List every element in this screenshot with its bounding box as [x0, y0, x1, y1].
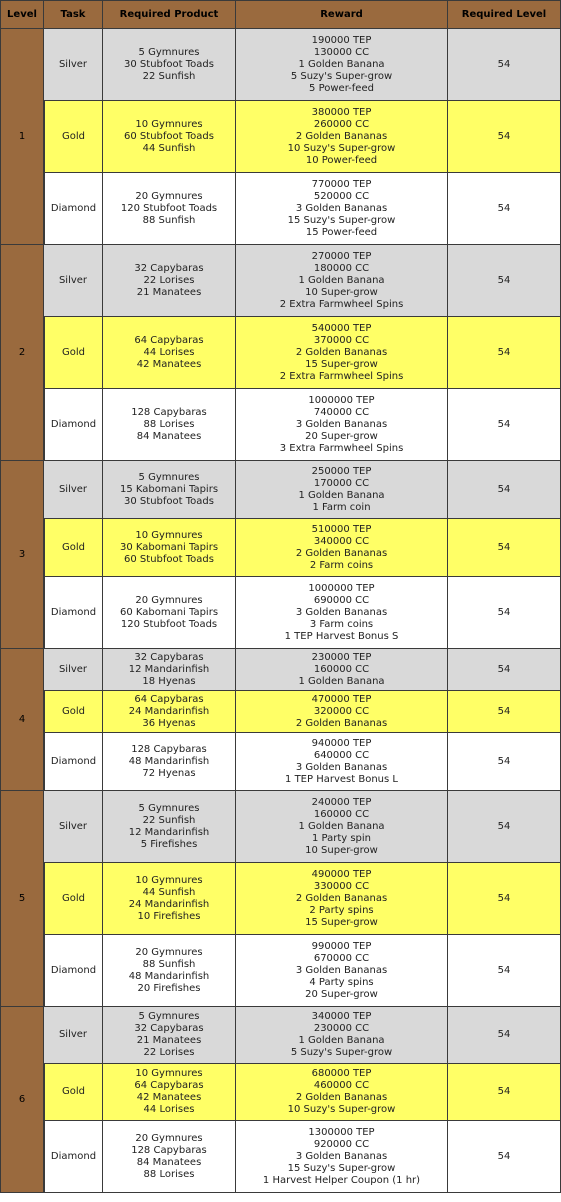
table-row	[0, 1121, 561, 1193]
header-required-level: Required Level	[448, 0, 561, 29]
level-cell: 4	[0, 649, 44, 791]
level-cell: 3	[0, 461, 44, 649]
reward-item: 2 Golden Bananas	[295, 130, 388, 142]
table-row	[0, 935, 561, 1007]
reward-item: 5 Power-feed	[309, 82, 374, 94]
reward-item: 5 Suzy's Super-grow	[290, 70, 393, 82]
product-item: 20 Firefishes	[137, 982, 201, 994]
reward-item: 5 Suzy's Super-grow	[290, 1047, 393, 1058]
required-product-cell	[103, 1121, 236, 1193]
reward-item: 180000 CC	[313, 262, 370, 274]
product-item: 18 Hyenas	[142, 675, 196, 687]
product-item: 22 Lorises	[143, 274, 195, 286]
reward-item: 170000 CC	[313, 477, 370, 489]
header-reward: Reward	[236, 0, 448, 29]
required-product-cell	[103, 691, 236, 733]
product-item: 88 Lorises	[143, 418, 195, 430]
reward-item: 10 Suzy's Super-grow	[287, 1104, 396, 1115]
required-level-cell: 54	[448, 1121, 561, 1193]
task-cell: Gold	[44, 1064, 103, 1121]
reward-item: 1 TEP Harvest Bonus L	[285, 773, 398, 785]
required-level-cell: 54	[448, 173, 561, 245]
product-item: 30 Stubfoot Toads	[124, 495, 214, 507]
reward-item: 2 Extra Farmwheel Spins	[279, 370, 404, 382]
reward-item: 20 Super-grow	[305, 430, 378, 442]
table-row	[0, 519, 561, 577]
table-row	[0, 1007, 561, 1064]
level-cell: 6	[0, 1007, 44, 1193]
task-cell: Silver	[44, 649, 103, 691]
product-item: 36 Hyenas	[142, 717, 196, 729]
reward-item: 160000 CC	[313, 663, 370, 675]
level-cell: 5	[0, 791, 44, 1007]
reward-item: 2 Golden Bananas	[295, 892, 388, 904]
required-level-cell: 54	[448, 791, 561, 863]
reward-cell	[236, 461, 448, 519]
product-item: 21 Manatees	[136, 286, 202, 298]
reward-item: 1000000 TEP	[308, 582, 375, 594]
product-item: 5 Firefishes	[140, 838, 198, 850]
reward-item: 380000 TEP	[311, 106, 372, 118]
table-row	[0, 863, 561, 935]
task-cell: Diamond	[44, 733, 103, 791]
required-product-cell	[103, 245, 236, 317]
product-item: 22 Sunfish	[142, 70, 196, 82]
product-item: 15 Kabomani Tapirs	[119, 483, 219, 495]
table-row	[0, 691, 561, 733]
product-item: 22 Sunfish	[142, 814, 196, 826]
reward-item: 3 Extra Farmwheel Spins	[279, 442, 404, 454]
required-product-cell	[103, 935, 236, 1007]
reward-item: 340000 CC	[313, 535, 370, 547]
product-item: 5 Gymnures	[138, 471, 200, 483]
level-cell: 2	[0, 245, 44, 461]
reward-item: 15 Suzy's Super-grow	[287, 1162, 396, 1174]
reward-item: 130000 CC	[313, 46, 370, 58]
header-level: Level	[0, 0, 44, 29]
reward-cell	[236, 317, 448, 389]
product-item: 24 Mandarinfish	[128, 705, 210, 717]
product-item: 21 Manatees	[136, 1035, 202, 1046]
reward-item: 1 Golden Banana	[298, 675, 385, 687]
reward-item: 470000 TEP	[311, 693, 372, 705]
reward-item: 240000 TEP	[311, 796, 372, 808]
reward-item: 260000 CC	[313, 118, 370, 130]
reward-cell	[236, 733, 448, 791]
table-row	[0, 29, 561, 101]
table-row	[0, 173, 561, 245]
product-item: 30 Kabomani Tapirs	[119, 541, 219, 553]
task-cell: Gold	[44, 691, 103, 733]
reward-item: 3 Golden Bananas	[295, 418, 388, 430]
reward-cell	[236, 935, 448, 1007]
reward-cell	[236, 101, 448, 173]
reward-cell	[236, 519, 448, 577]
product-item: 128 Capybaras	[131, 743, 207, 755]
reward-item: 2 Golden Bananas	[295, 717, 388, 729]
reward-item: 270000 TEP	[311, 250, 372, 262]
product-item: 88 Sunfish	[142, 214, 196, 226]
product-item: 120 Stubfoot Toads	[120, 202, 218, 214]
reward-cell	[236, 649, 448, 691]
product-item: 12 Mandarinfish	[128, 663, 210, 675]
reward-cell	[236, 245, 448, 317]
reward-item: 20 Super-grow	[305, 988, 378, 1000]
reward-item: 15 Suzy's Super-grow	[287, 214, 396, 226]
header-required-product: Required Product	[103, 0, 236, 29]
reward-item: 330000 CC	[313, 880, 370, 892]
reward-item: 520000 CC	[313, 190, 370, 202]
reward-cell	[236, 791, 448, 863]
table-row	[0, 245, 561, 317]
task-cell: Silver	[44, 791, 103, 863]
reward-item: 3 Golden Bananas	[295, 761, 388, 773]
reward-item: 2 Golden Bananas	[295, 1092, 388, 1103]
product-item: 24 Mandarinfish	[128, 898, 210, 910]
product-item: 88 Lorises	[143, 1168, 195, 1180]
reward-item: 3 Golden Bananas	[295, 202, 388, 214]
product-item: 20 Gymnures	[135, 190, 203, 202]
required-level-cell: 54	[448, 863, 561, 935]
product-item: 128 Capybaras	[131, 1144, 207, 1156]
product-item: 64 Capybaras	[134, 693, 204, 705]
product-item: 32 Capybaras	[134, 1023, 204, 1034]
reward-item: 1000000 TEP	[308, 394, 375, 406]
required-level-cell: 54	[448, 733, 561, 791]
reward-item: 2 Golden Bananas	[295, 346, 388, 358]
reward-item: 940000 TEP	[311, 737, 372, 749]
product-item: 60 Kabomani Tapirs	[119, 606, 219, 618]
required-level-cell: 54	[448, 577, 561, 649]
header-row	[0, 0, 561, 29]
reward-cell	[236, 29, 448, 101]
task-cell: Diamond	[44, 935, 103, 1007]
reward-cell	[236, 389, 448, 461]
table-row	[0, 317, 561, 389]
reward-cell	[236, 1064, 448, 1121]
required-level-cell: 54	[448, 1064, 561, 1121]
reward-item: 460000 CC	[313, 1080, 370, 1091]
product-item: 10 Gymnures	[135, 118, 203, 130]
required-level-cell: 54	[448, 649, 561, 691]
task-cell: Gold	[44, 317, 103, 389]
header-task: Task	[44, 0, 103, 29]
task-cell: Silver	[44, 29, 103, 101]
product-item: 42 Manatees	[136, 1092, 202, 1103]
reward-item: 4 Party spins	[309, 976, 374, 988]
product-item: 10 Gymnures	[135, 529, 203, 541]
reward-item: 510000 TEP	[311, 523, 372, 535]
reward-item: 3 Farm coins	[309, 618, 374, 630]
reward-item: 1 Golden Banana	[298, 820, 385, 832]
reward-cell	[236, 173, 448, 245]
reward-cell	[236, 863, 448, 935]
product-item: 32 Capybaras	[134, 262, 204, 274]
product-item: 42 Manatees	[136, 358, 202, 370]
reward-item: 2 Extra Farmwheel Spins	[279, 298, 404, 310]
product-item: 32 Capybaras	[134, 651, 204, 663]
required-level-cell: 54	[448, 691, 561, 733]
required-product-cell	[103, 317, 236, 389]
reward-item: 920000 CC	[313, 1138, 370, 1150]
product-item: 44 Lorises	[143, 346, 195, 358]
task-cell: Silver	[44, 1007, 103, 1064]
product-item: 30 Stubfoot Toads	[124, 58, 214, 70]
product-item: 20 Gymnures	[135, 946, 203, 958]
required-product-cell	[103, 101, 236, 173]
product-item: 20 Gymnures	[135, 1132, 203, 1144]
required-product-cell	[103, 461, 236, 519]
reward-item: 1 Farm coin	[312, 501, 371, 513]
task-cell: Gold	[44, 519, 103, 577]
reward-item: 2 Golden Bananas	[295, 547, 388, 559]
reward-item: 1 Harvest Helper Coupon (1 hr)	[262, 1174, 421, 1186]
required-level-cell: 54	[448, 101, 561, 173]
reward-item: 770000 TEP	[311, 178, 372, 190]
required-level-cell: 54	[448, 245, 561, 317]
level-cell: 1	[0, 29, 44, 245]
reward-item: 190000 TEP	[311, 34, 372, 46]
reward-item: 680000 TEP	[311, 1068, 372, 1079]
task-cell: Gold	[44, 101, 103, 173]
reward-item: 230000 TEP	[311, 651, 372, 663]
product-item: 48 Mandarinfish	[128, 755, 210, 767]
reward-item: 160000 CC	[313, 808, 370, 820]
product-item: 22 Lorises	[143, 1047, 195, 1058]
reward-item: 1300000 TEP	[308, 1126, 375, 1138]
reward-item: 1 Party spin	[311, 832, 372, 844]
reward-cell	[236, 691, 448, 733]
reward-item: 10 Power-feed	[305, 154, 378, 166]
required-product-cell	[103, 791, 236, 863]
required-product-cell	[103, 1064, 236, 1121]
product-item: 10 Firefishes	[137, 910, 201, 922]
product-item: 44 Lorises	[143, 1104, 195, 1115]
reward-item: 320000 CC	[313, 705, 370, 717]
required-level-cell: 54	[448, 461, 561, 519]
reward-item: 10 Suzy's Super-grow	[287, 142, 396, 154]
product-item: 60 Stubfoot Toads	[124, 553, 214, 565]
task-cell: Diamond	[44, 577, 103, 649]
table-row	[0, 389, 561, 461]
table-body	[0, 29, 561, 1193]
table-row	[0, 461, 561, 519]
product-item: 5 Gymnures	[138, 802, 200, 814]
product-item: 44 Sunfish	[142, 142, 196, 154]
reward-item: 670000 CC	[313, 952, 370, 964]
product-item: 84 Manatees	[136, 430, 202, 442]
required-level-cell: 54	[448, 935, 561, 1007]
table-row	[0, 577, 561, 649]
product-item: 64 Capybaras	[134, 334, 204, 346]
task-cell: Diamond	[44, 389, 103, 461]
required-product-cell	[103, 863, 236, 935]
reward-item: 990000 TEP	[311, 940, 372, 952]
table-row	[0, 733, 561, 791]
required-product-cell	[103, 649, 236, 691]
required-product-cell	[103, 389, 236, 461]
required-level-cell: 54	[448, 29, 561, 101]
reward-item: 740000 CC	[313, 406, 370, 418]
table-row	[0, 101, 561, 173]
reward-item: 2 Farm coins	[309, 559, 374, 571]
reward-item: 15 Super-grow	[305, 916, 378, 928]
required-level-cell: 54	[448, 317, 561, 389]
table-row	[0, 1064, 561, 1121]
reward-item: 1 Golden Banana	[298, 274, 385, 286]
product-item: 128 Capybaras	[131, 406, 207, 418]
product-item: 5 Gymnures	[138, 1011, 200, 1022]
product-item: 88 Sunfish	[142, 958, 196, 970]
task-cell: Diamond	[44, 1121, 103, 1193]
product-item: 120 Stubfoot Toads	[120, 618, 218, 630]
reward-item: 3 Golden Bananas	[295, 606, 388, 618]
reward-cell	[236, 1007, 448, 1064]
reward-item: 370000 CC	[313, 334, 370, 346]
product-item: 72 Hyenas	[142, 767, 196, 779]
reward-item: 490000 TEP	[311, 868, 372, 880]
reward-item: 10 Super-grow	[305, 286, 378, 298]
required-level-cell: 54	[448, 519, 561, 577]
product-item: 64 Capybaras	[134, 1080, 204, 1091]
reward-item: 230000 CC	[313, 1023, 370, 1034]
reward-item: 3 Golden Bananas	[295, 964, 388, 976]
reward-cell	[236, 577, 448, 649]
product-item: 20 Gymnures	[135, 594, 203, 606]
product-item: 84 Manatees	[136, 1156, 202, 1168]
reward-item: 1 Golden Banana	[298, 489, 385, 501]
reward-item: 640000 CC	[313, 749, 370, 761]
required-product-cell	[103, 577, 236, 649]
reward-item: 2 Party spins	[309, 904, 374, 916]
reward-item: 3 Golden Bananas	[295, 1150, 388, 1162]
required-product-cell	[103, 733, 236, 791]
reward-item: 15 Super-grow	[305, 358, 378, 370]
required-level-cell: 54	[448, 389, 561, 461]
task-cell: Gold	[44, 863, 103, 935]
reward-item: 690000 CC	[313, 594, 370, 606]
reward-item: 250000 TEP	[311, 465, 372, 477]
table-row	[0, 791, 561, 863]
product-item: 44 Sunfish	[142, 886, 196, 898]
task-cell: Diamond	[44, 173, 103, 245]
required-product-cell	[103, 173, 236, 245]
product-item: 5 Gymnures	[138, 46, 200, 58]
product-item: 10 Gymnures	[135, 874, 203, 886]
task-cell: Silver	[44, 461, 103, 519]
table-row	[0, 649, 561, 691]
task-cell: Silver	[44, 245, 103, 317]
required-level-cell: 54	[448, 1007, 561, 1064]
required-product-cell	[103, 519, 236, 577]
reward-item: 1 TEP Harvest Bonus S	[284, 630, 399, 642]
reward-item: 340000 TEP	[311, 1011, 372, 1022]
reward-item: 1 Golden Banana	[298, 58, 385, 70]
product-item: 10 Gymnures	[135, 1068, 203, 1079]
product-item: 60 Stubfoot Toads	[124, 130, 214, 142]
product-item: 48 Mandarinfish	[128, 970, 210, 982]
reward-item: 1 Golden Banana	[298, 1035, 385, 1046]
reward-item: 540000 TEP	[311, 322, 372, 334]
required-product-cell	[103, 1007, 236, 1064]
reward-item: 10 Super-grow	[305, 844, 378, 856]
reward-cell	[236, 1121, 448, 1193]
reward-item: 15 Power-feed	[305, 226, 378, 238]
required-product-cell	[103, 29, 236, 101]
product-item: 12 Mandarinfish	[128, 826, 210, 838]
